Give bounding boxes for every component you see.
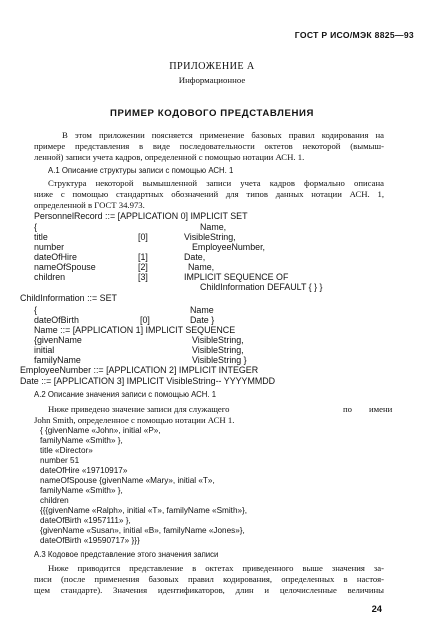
code-line: EmployeeNumber ::= [APPLICATION 2] IMPLICIT INTEGER — [20, 365, 259, 375]
code-tag: [1] — [138, 252, 148, 262]
code-line: title — [34, 232, 48, 242]
section-a3-text: писи (после применения базовых правил кодирования, определенных в настоя- — [34, 574, 384, 584]
value-line: familyName «Smith» }, — [40, 486, 123, 495]
value-line: nameOfSpouse {givenName «Mary», initial «T», — [40, 476, 215, 485]
document-header: ГОСТ Р ИСО/МЭК 8825—93 — [294, 30, 414, 40]
intro-line: В этом приложении поясняется применение базовых правил кодирования на — [62, 130, 384, 140]
section-a3-text: щем стандарте). Значения идентификаторов, длин и целочисленные величины — [34, 585, 384, 595]
code-line: VisibleString } — [192, 355, 247, 365]
code-line: {givenName — [34, 335, 82, 345]
code-line: initial — [34, 345, 55, 355]
code-line: Name — [190, 305, 214, 315]
code-line: familyName — [34, 355, 81, 365]
code-line: VisibleString, — [192, 335, 244, 345]
code-line: EmployeeNumber, — [192, 242, 266, 252]
intro-line: ленной) записи учета кадров, определенной с помощью нотации АСН. 1. — [34, 152, 305, 162]
value-line: children — [40, 496, 69, 505]
value-line: title «Director» — [40, 446, 93, 455]
section-a1-text: Структура некоторой вымышленной записи учета кадров формально описана — [48, 178, 384, 188]
code-line: { — [34, 222, 37, 232]
section-a1-text: определенной в ГОСТ 34.973. — [34, 200, 145, 210]
section-a2-text: имени — [369, 404, 393, 414]
section-a1-text: ниже с помощью стандартных обозначений для типов данных нотации АСН. 1, — [34, 189, 384, 199]
code-line: ChildInformation ::= SET — [20, 293, 117, 303]
value-line: number 51 — [40, 456, 80, 465]
value-line: familyName «Smith» }, — [40, 436, 123, 445]
appendix-title: ПРИЛОЖЕНИЕ А — [169, 61, 255, 72]
code-line: nameOfSpouse — [34, 262, 96, 272]
code-line: number — [34, 242, 65, 252]
value-line: dateOfHire «19710917» — [40, 466, 128, 475]
code-line: Name ::= [APPLICATION 1] IMPLICIT SEQUENCE — [34, 325, 236, 335]
section-a1-heading: А.1 Описание структуры записи с помощью АСН. 1 — [48, 166, 234, 175]
main-title: ПРИМЕР КОДОВОГО ПРЕДСТАВЛЕНИЯ — [109, 108, 315, 119]
section-a2-text: John Smith, определенное с помощью нотации АСН 1. — [34, 415, 235, 425]
intro-line: примере представления в виде последовательности октетов некоторой (вымыш- — [34, 141, 384, 151]
value-line: { {givenName «John», initial «P», — [40, 426, 161, 435]
code-line: ChildInformation DEFAULT { } } — [200, 282, 323, 292]
code-tag: [3] — [138, 272, 148, 282]
code-tag: [0] — [140, 315, 150, 325]
code-line: IMPLICIT SEQUENCE OF — [184, 272, 289, 282]
appendix-subtitle: Информационное — [178, 75, 246, 85]
value-line: {givenName «Susan», initial «B», familyName «Jones»}, — [40, 526, 245, 535]
code-line: VisibleString, — [192, 345, 244, 355]
page-number: 24 — [371, 603, 382, 614]
code-tag: [2] — [138, 262, 148, 272]
code-line: Name, — [200, 222, 227, 232]
section-a3-heading: А.3 Кодовое представление этого значения записи — [34, 550, 219, 559]
value-line: dateOfBirth «1957111» }, — [40, 516, 131, 525]
code-line: dateOfBirth — [34, 315, 79, 325]
section-a2-text: по — [343, 404, 352, 414]
value-line: {{{givenName «Ralph», initial «T», familyName «Smith»}, — [40, 506, 248, 515]
code-tag: [0] — [138, 232, 148, 242]
section-a2-heading: А.2 Описание значения записи с помощью АСН. 1 — [34, 390, 217, 399]
section-a2-text: Ниже приведено значение записи для служащего — [48, 404, 230, 414]
code-line: Name, — [188, 262, 215, 272]
code-line: Date } — [190, 315, 215, 325]
code-line: dateOfHire — [34, 252, 77, 262]
code-line: { — [34, 305, 37, 315]
code-line: Date, — [184, 252, 206, 262]
section-a3-text: Ниже приводится представление в октетах приведенного выше значения за- — [48, 563, 384, 573]
code-line: PersonnelRecord ::= [APPLICATION 0] IMPLICIT SET — [34, 211, 248, 221]
value-line: dateOfBirth «19590717» }}} — [40, 536, 140, 545]
code-line: Date ::= [APPLICATION 3] IMPLICIT VisibleString-- YYYYMMDD — [20, 376, 276, 386]
code-line: VisibleString, — [184, 232, 236, 242]
code-line: children — [34, 272, 66, 282]
